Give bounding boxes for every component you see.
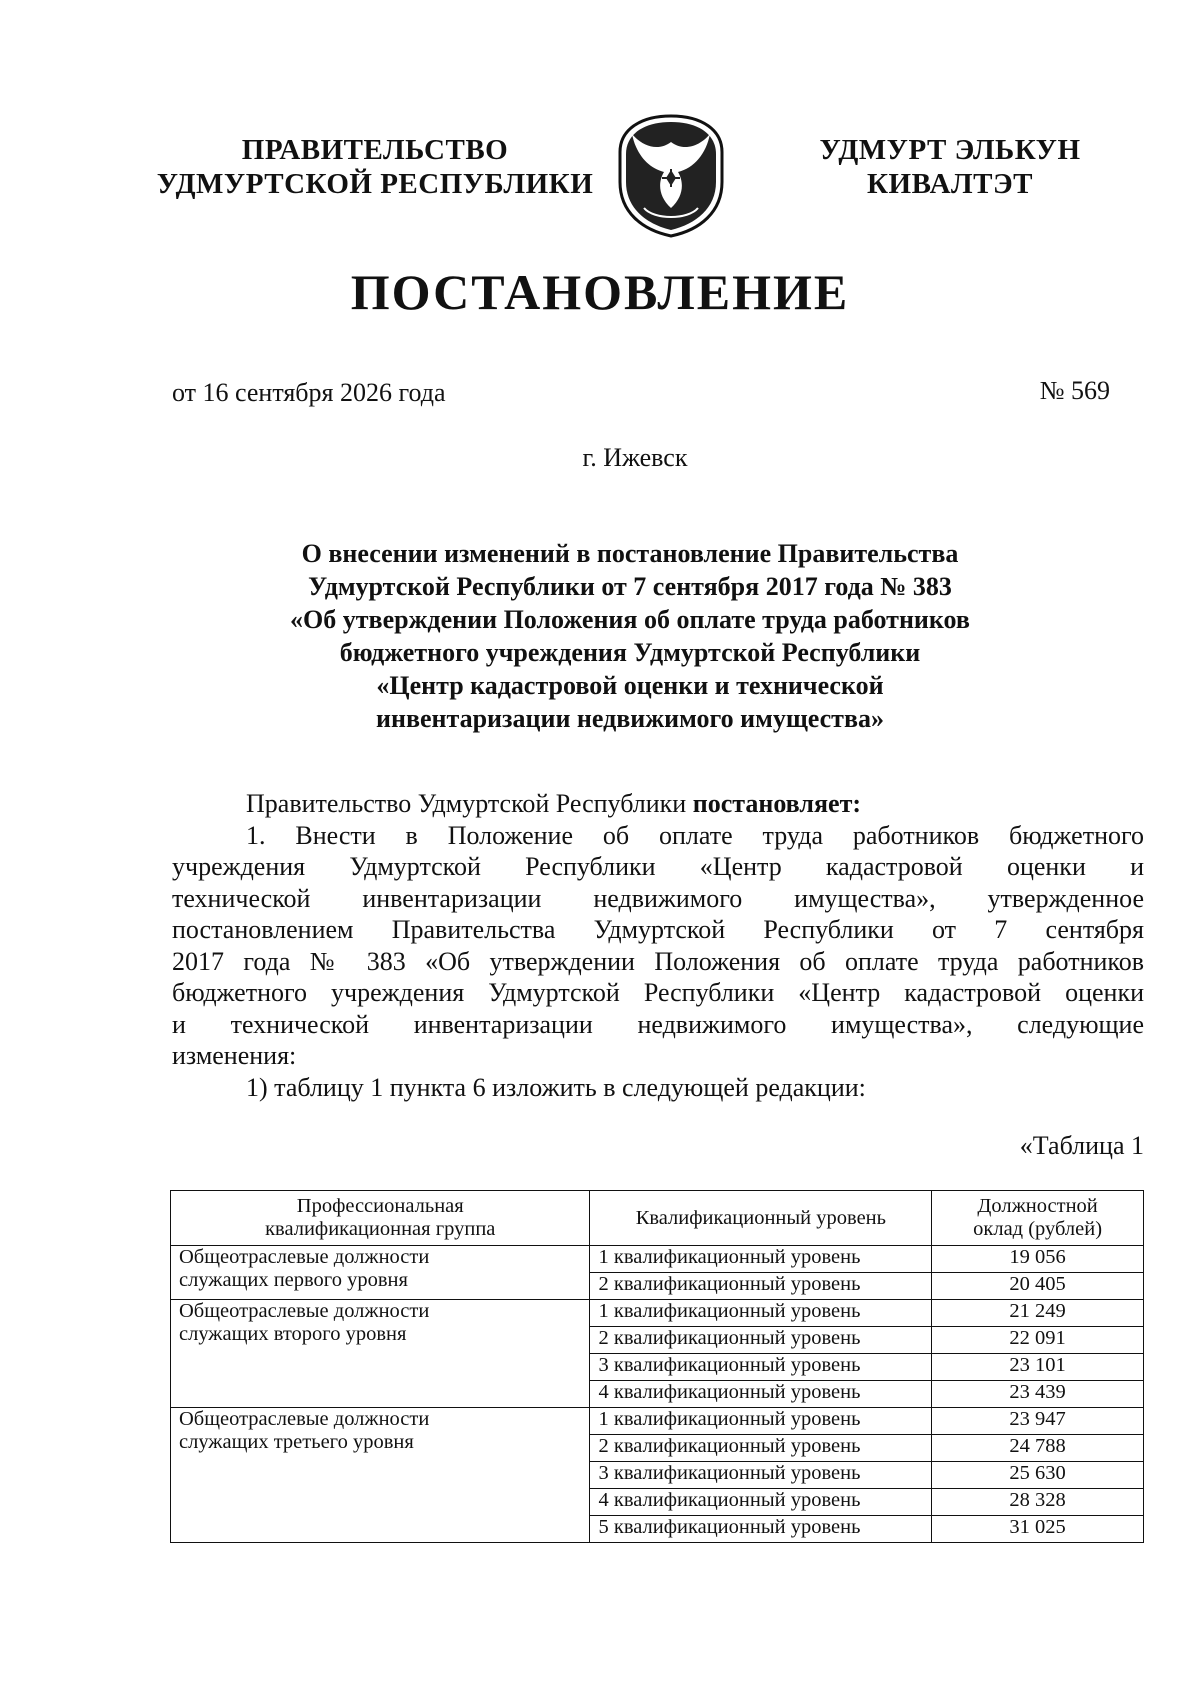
column-header: Квалификационный уровень	[590, 1191, 932, 1246]
level-cell: 2 квалификационный уровень	[590, 1327, 932, 1354]
subject-line: «Об утверждении Положения об оплате труда работников	[290, 605, 970, 634]
level-cell: 3 квалификационный уровень	[590, 1354, 932, 1381]
government-name-russian	[150, 133, 600, 201]
group-cell: Общеотраслевые должности служащих второго уровня	[171, 1300, 590, 1408]
body-line: 1. Внести в Положение об оплате труда работников бюджетного	[246, 820, 1144, 850]
intro-verb: постановляет:	[692, 789, 861, 818]
level-cell: 2 квалификационный уровень	[590, 1435, 932, 1462]
table-row	[171, 1408, 1144, 1435]
body-line: технической инвентаризации недвижимого имущества», утвержденное	[172, 883, 1144, 913]
body-line: бюджетного учреждения Удмуртской Республики «Центр кадастровой оценки	[172, 978, 1144, 1007]
header-line: КИВАЛТЭТ	[866, 168, 1033, 200]
salary-table	[170, 1190, 1144, 1543]
salary-cell: 22 091	[932, 1327, 1144, 1354]
subject-line: «Центр кадастровой оценки и технической	[376, 671, 884, 700]
salary-cell: 24 788	[932, 1435, 1144, 1462]
salary-cell: 31 025	[932, 1516, 1144, 1543]
subject-line: Удмуртской Республики от 7 сентября 2017 года № 383	[308, 572, 952, 601]
body-paragraph-2: 1) таблицу 1 пункта 6 изложить в следующей редакции:	[246, 1072, 866, 1102]
salary-cell: 23 439	[932, 1381, 1144, 1408]
document-city: г. Ижевск	[582, 443, 688, 472]
column-header: Должностной оклад (рублей)	[932, 1191, 1144, 1246]
body-line: учреждения Удмуртской Республики «Центр кадастровой оценки и	[172, 852, 1144, 881]
column-header: Профессиональная квалификационная группа	[171, 1191, 590, 1246]
body-line: изменения:	[172, 1041, 297, 1070]
header-line: УДМУРТСКОЙ РЕСПУБЛИКИ	[156, 168, 594, 200]
document-number: № 569	[1039, 376, 1110, 405]
salary-cell: 23 101	[932, 1354, 1144, 1381]
intro-text: Правительство Удмуртской Республики	[246, 789, 693, 818]
level-cell: 2 квалификационный уровень	[590, 1273, 932, 1300]
salary-cell: 20 405	[932, 1273, 1144, 1300]
level-cell: 4 квалификационный уровень	[590, 1489, 932, 1516]
level-cell: 1 квалификационный уровень	[590, 1300, 932, 1327]
salary-cell: 25 630	[932, 1462, 1144, 1489]
body-line: 2017 года № 383 «Об утверждении Положения об оплате труда работников	[172, 946, 1144, 976]
level-cell: 1 квалификационный уровень	[590, 1408, 932, 1435]
body-line: и технической инвентаризации недвижимого имущества», следующие	[172, 1009, 1144, 1039]
level-cell: 5 квалификационный уровень	[590, 1516, 932, 1543]
table-row	[171, 1246, 1144, 1273]
table-label: «Таблица 1	[1019, 1131, 1144, 1160]
table-header-row	[171, 1191, 1144, 1246]
group-cell: Общеотраслевые должности служащих первого уровня	[171, 1246, 590, 1300]
body-line: постановлением Правительства Удмуртской Республики от 7 сентября	[172, 915, 1144, 944]
salary-cell: 28 328	[932, 1489, 1144, 1516]
subject-line: инвентаризации недвижимого имущества»	[375, 704, 884, 733]
table-row	[171, 1300, 1144, 1327]
header-line: УДМУРТ ЭЛЬКУН	[819, 134, 1081, 166]
document-type-title: ПОСТАНОВЛЕНИЕ	[350, 264, 850, 320]
document-body	[172, 788, 1144, 1103]
level-cell: 3 квалификационный уровень	[590, 1462, 932, 1489]
salary-cell: 21 249	[932, 1300, 1144, 1327]
salary-cell: 19 056	[932, 1246, 1144, 1273]
subject-line: О внесении изменений в постановление Правительства	[301, 539, 959, 568]
level-cell: 4 квалификационный уровень	[590, 1381, 932, 1408]
subject-line: бюджетного учреждения Удмуртской Республики	[339, 638, 921, 667]
header-line: ПРАВИТЕЛЬСТВО	[241, 134, 509, 166]
salary-cell: 23 947	[932, 1408, 1144, 1435]
document-subject	[200, 537, 1060, 735]
government-name-udmurt	[800, 133, 1100, 201]
document-date: от 16 сентября 2026 года	[172, 378, 446, 407]
level-cell: 1 квалификационный уровень	[590, 1246, 932, 1273]
group-cell: Общеотраслевые должности служащих третьего уровня	[171, 1408, 590, 1543]
intro-paragraph	[172, 788, 1144, 820]
udmurt-coat-of-arms-icon	[614, 112, 728, 240]
